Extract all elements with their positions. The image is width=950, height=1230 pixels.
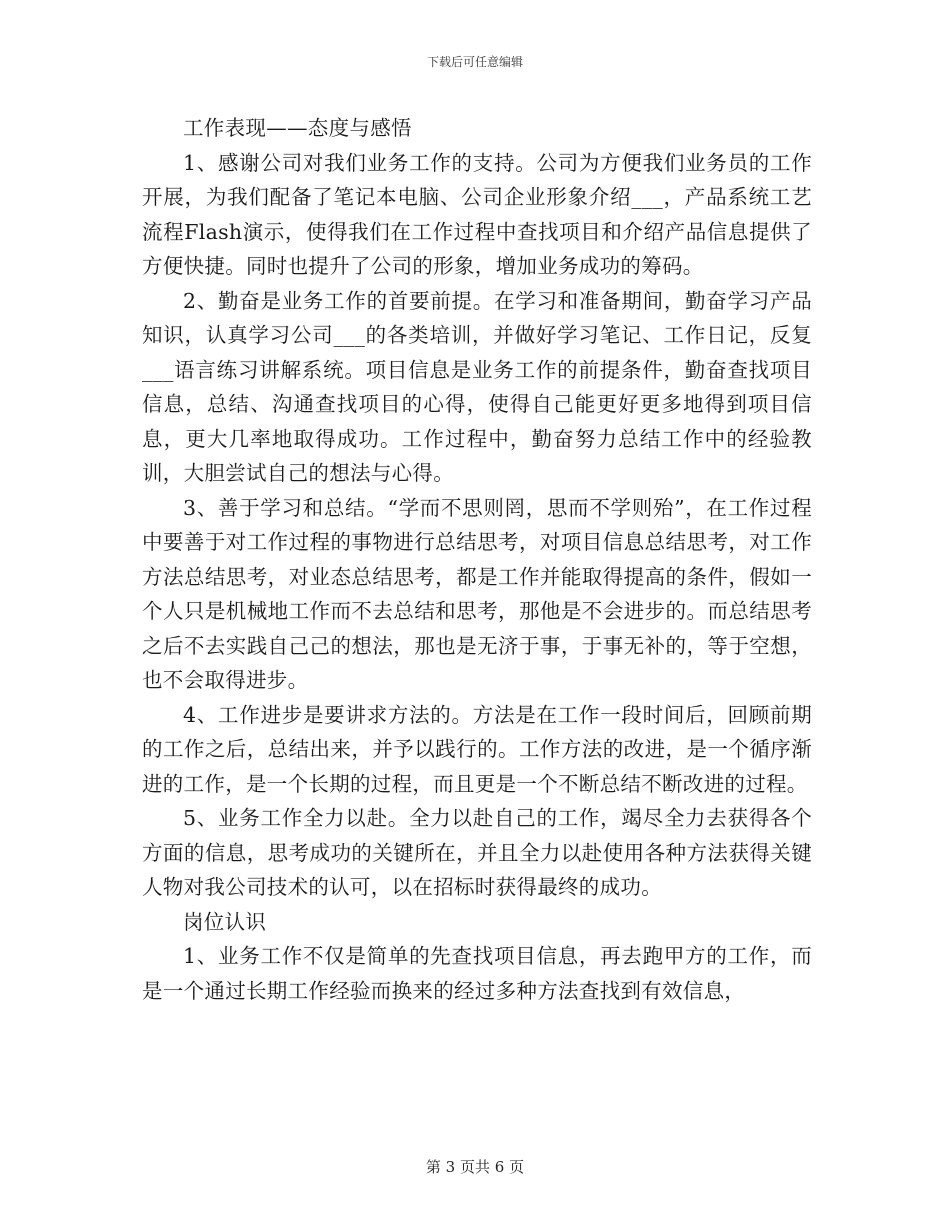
paragraph-job-item-1: 1、业务工作不仅是简单的先查找项目信息，再去跑甲方的工作，而是一个通过长期工作经验而换来的经过多种方法查找到有效信息， — [142, 944, 812, 1003]
document-body — [142, 111, 812, 1008]
paragraph-item-5: 5、业务工作全力以赴。全力以赴自己的工作，竭尽全力去获得各个方面的信息，思考成功的关键所在，并且全力以赴使用各种方法获得关键人物对我公司技术的认可，以在招标时获得最终的成功。 — [142, 806, 812, 899]
paragraph-item-2: 2、勤奋是业务工作的首要前提。在学习和准备期间，勤奋学习产品知识，认真学习公司___的各类培训，并做好学习笔记、工作日记，反复___语言练习讲解系统。项目信息是业务工作的前提条件，勤奋查找项目信息，总结、沟通查找项目的心得，使得自己能更好更多地得到项目信息，更大几率地取得成功。工作过程中，勤奋努力总结工作中的经验教训，大胆尝试自己的想法与心得。 — [142, 288, 812, 485]
section-heading-job-understanding: 岗位认识 — [183, 909, 267, 934]
section-heading-work-performance: 工作表现——态度与感悟 — [183, 116, 412, 140]
paragraph-item-1: 1、感谢公司对我们业务工作的支持。公司为方便我们业务员的工作开展，为我们配备了笔记本电脑、公司企业形象介绍___，产品系统工艺流程Flash演示，使得我们在工作过程中查找项目和介绍产品信息提供了方便快捷。同时也提升了公司的形象，增加业务成功的筹码。 — [142, 150, 812, 278]
paragraph-item-3: 3、善于学习和总结。“学而不思则罔，思而不学则殆”，在工作过程中要善于对工作过程的事物进行总结思考，对项目信息总结思考，对工作方法总结思考，对业态总结思考，都是工作并能取得提高的条件，假如一个人只是机械地工作而不去总结和思考，那他是不会进步的。而总结思考之后不去实践自己己的想法，那也是无济于事，于事无补的，等于空想，也不会取得进步。 — [142, 495, 812, 692]
paragraph-item-4: 4、工作进步是要讲求方法的。方法是在工作一段时间后，回顾前期的工作之后，总结出来，并予以践行的。工作方法的改进，是一个循序渐进的工作，是一个长期的过程，而且更是一个不断总结不断改进的过程。 — [142, 702, 812, 796]
page-header-note: 下载后可任意编辑 — [426, 55, 523, 69]
page-number: 第 3 页共 6 页 — [425, 1158, 525, 1176]
